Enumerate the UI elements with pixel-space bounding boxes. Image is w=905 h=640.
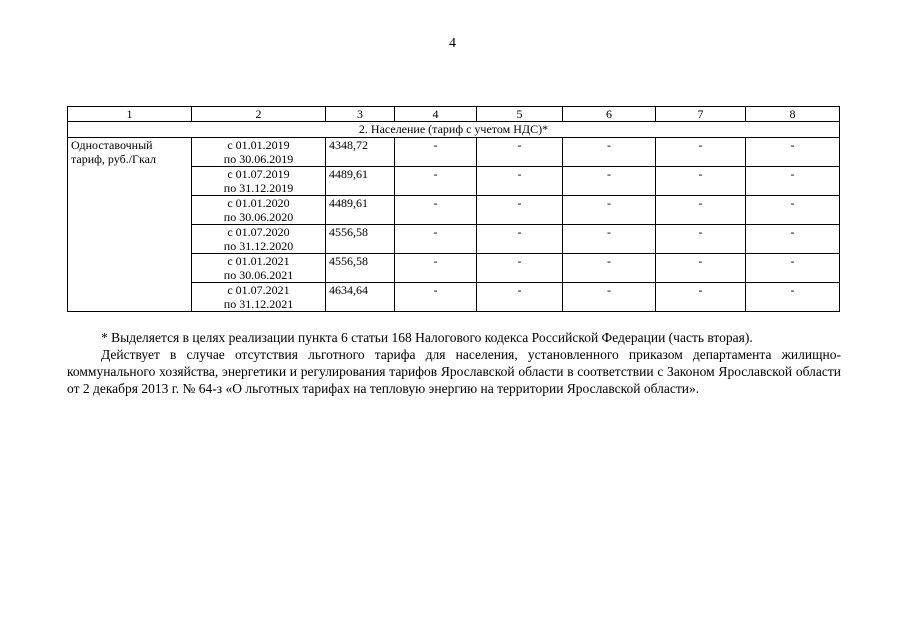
empty-cell: - xyxy=(656,138,746,167)
empty-cell: - xyxy=(477,138,563,167)
tariff-value: 4556,58 xyxy=(326,225,395,254)
tariff-value: 4556,58 xyxy=(326,254,395,283)
period-cell xyxy=(192,225,326,254)
period-to: по 30.06.2020 xyxy=(223,210,294,224)
empty-cell: - xyxy=(656,225,746,254)
empty-cell: - xyxy=(656,167,746,196)
footnote-vat: * Выделяется в целях реализации пункта 6 статьи 168 Налогового кодекса Российской Федерации (часть вторая). xyxy=(101,330,753,345)
empty-cell: - xyxy=(395,138,477,167)
column-header: 6 xyxy=(563,107,656,122)
period-to: по 30.06.2019 xyxy=(223,152,294,166)
empty-cell: - xyxy=(746,225,840,254)
column-header: 3 xyxy=(326,107,395,122)
row-label: Одноставочный тариф, руб./Гкал xyxy=(68,138,192,312)
footnotes xyxy=(67,329,841,397)
empty-cell: - xyxy=(563,138,656,167)
empty-cell: - xyxy=(477,254,563,283)
empty-cell: - xyxy=(746,283,840,312)
page-number: 4 xyxy=(449,36,456,51)
empty-cell: - xyxy=(563,254,656,283)
footnote-applicability: Действует в случае отсутствия льготного тарифа для населения, установленного приказом департамента жилищно-коммунального хозяйства, энергетики и регулирования тарифов Ярославской области в соответствии с Законом Ярославской области от 2 декабря 2013 г. № 64-з «О льготных тарифах на тепловую энергию на территории Ярославской области». xyxy=(67,347,841,396)
period-from: с 01.07.2019 xyxy=(227,167,290,181)
empty-cell: - xyxy=(563,283,656,312)
period-from: с 01.01.2019 xyxy=(227,138,290,152)
tariff-value: 4489,61 xyxy=(326,167,395,196)
empty-cell: - xyxy=(477,196,563,225)
tariff-value: 4348,72 xyxy=(326,138,395,167)
empty-cell: - xyxy=(746,167,840,196)
period-from: с 01.01.2021 xyxy=(227,254,290,268)
tariff-value: 4489,61 xyxy=(326,196,395,225)
column-header: 2 xyxy=(192,107,326,122)
tariff-table xyxy=(67,106,840,312)
period-cell xyxy=(192,254,326,283)
empty-cell: - xyxy=(563,225,656,254)
column-header: 5 xyxy=(477,107,563,122)
period-to: по 31.12.2021 xyxy=(223,297,294,311)
period-to: по 31.12.2019 xyxy=(223,181,294,195)
empty-cell: - xyxy=(563,167,656,196)
period-cell xyxy=(192,138,326,167)
section-title: 2. Население (тариф с учетом НДС)* xyxy=(68,122,840,138)
period-cell xyxy=(192,283,326,312)
period-cell xyxy=(192,167,326,196)
empty-cell: - xyxy=(395,225,477,254)
empty-cell: - xyxy=(477,225,563,254)
table-header-row xyxy=(68,107,840,122)
period-from: с 01.07.2021 xyxy=(227,283,290,297)
period-from: с 01.07.2020 xyxy=(227,225,290,239)
column-header: 8 xyxy=(746,107,840,122)
empty-cell: - xyxy=(746,138,840,167)
period-to: по 31.12.2020 xyxy=(223,239,294,253)
empty-cell: - xyxy=(477,167,563,196)
empty-cell: - xyxy=(395,196,477,225)
empty-cell: - xyxy=(656,196,746,225)
tariff-value: 4634,64 xyxy=(326,283,395,312)
empty-cell: - xyxy=(746,196,840,225)
empty-cell: - xyxy=(656,283,746,312)
empty-cell: - xyxy=(395,167,477,196)
period-to: по 30.06.2021 xyxy=(223,268,294,282)
empty-cell: - xyxy=(563,196,656,225)
column-header: 7 xyxy=(656,107,746,122)
empty-cell: - xyxy=(746,254,840,283)
column-header: 4 xyxy=(395,107,477,122)
table-row xyxy=(68,138,840,167)
empty-cell: - xyxy=(477,283,563,312)
empty-cell: - xyxy=(395,254,477,283)
empty-cell: - xyxy=(656,254,746,283)
column-header: 1 xyxy=(68,107,192,122)
period-cell xyxy=(192,196,326,225)
section-row xyxy=(68,122,840,138)
period-from: с 01.01.2020 xyxy=(227,196,290,210)
empty-cell: - xyxy=(395,283,477,312)
